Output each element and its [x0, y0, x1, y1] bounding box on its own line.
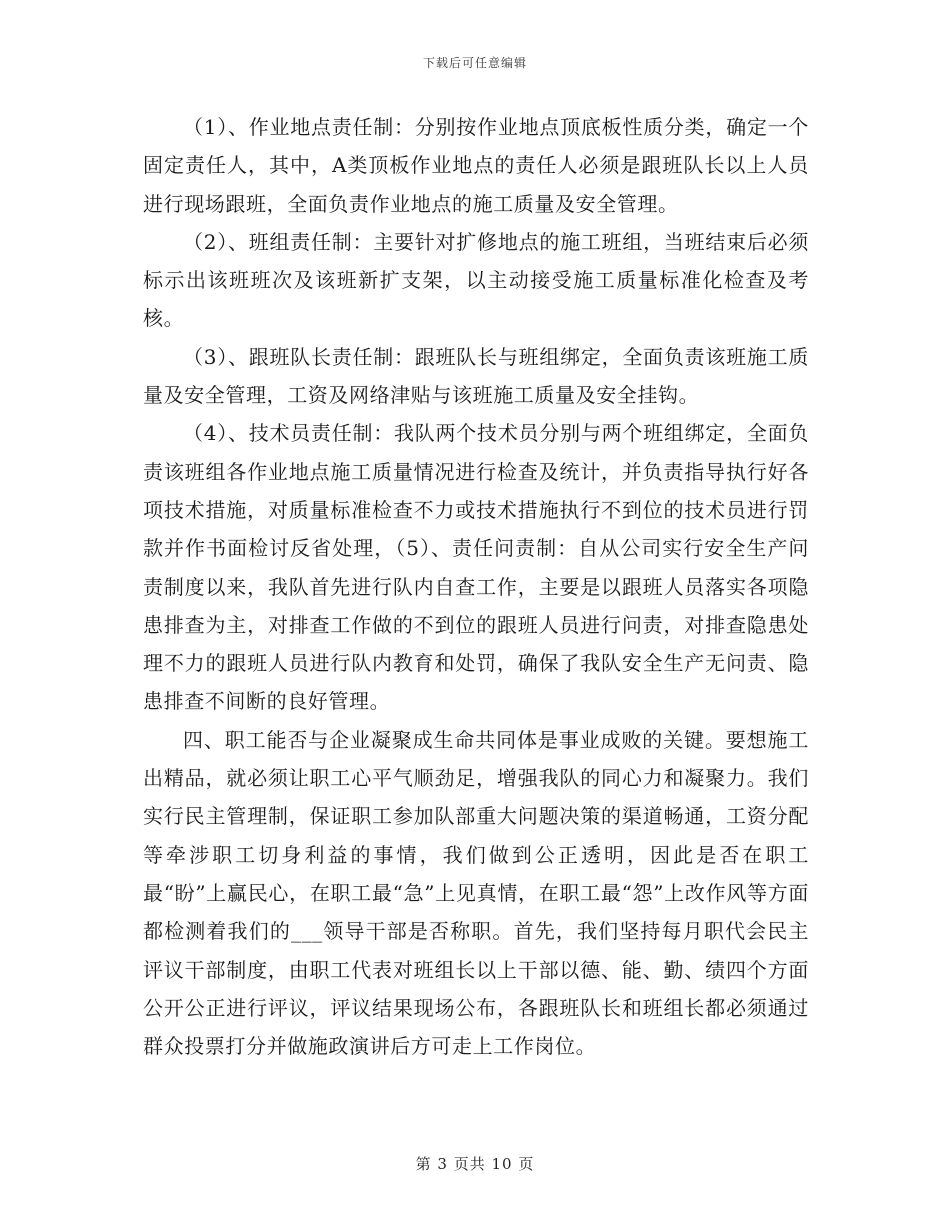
paragraph-section-four: 四、职工能否与企业凝聚成生命共同体是事业成败的关键。要想施工出精品，就必须让职工心平气顺劲足，增强我队的同心力和凝聚力。我们实行民主管理制，保证职工参加队部重大问题决策的渠道畅通，工资分配等牵涉职工切身利益的事情，我们做到公正透明，因此是否在职工最“盼”上赢民心，在职工最“急”上见真情，在职工最“怨”上改作风等方面都检测着我们的___领导干部是否称职。首先，我们坚持每月职代会民主评议干部制度，由职工代表对班组长以上干部以德、能、勤、绩四个方面公开公正进行评议，评议结果现场公布，各跟班队长和班组长都必须通过群众投票打分并做施政演讲后方可走上工作岗位。 [143, 727, 809, 1059]
page-header: 下载后可任意编辑 [422, 56, 527, 70]
document-body [143, 108, 809, 1065]
paragraph-responsibility-technician: （4）、技术员责任制：我队两个技术员分别与两个班组绑定，全面负责该班组各作业地点施工质量情况进行检查及统计，并负责指导执行好各项技术措施，对质量标准检查不力或技术措施执行不到位的技术员进行罚款并作书面检讨反省处理，（5）、责任问责制：自从公司实行安全生产问责制度以来，我队首先进行队内自查工作，主要是以跟班人员落实各项隐患排查为主，对排查工作做的不到位的跟班人员进行问责，对排查隐患处理不力的跟班人员进行队内教育和处罚，确保了我队安全生产无问责、隐患排查不间断的良好管理。 [143, 421, 809, 714]
paragraph-responsibility-team: （2）、班组责任制：主要针对扩修地点的施工班组，当班结束后必须标示出该班班次及该班新扩支架，以主动接受施工质量标准化检查及考核。 [143, 229, 809, 331]
paragraph-responsibility-location: （1）、作业地点责任制：分别按作业地点顶底板性质分类，确定一个固定责任人，其中，A类顶板作业地点的责任人必须是跟班队长以上人员进行现场跟班，全面负责作业地点的施工质量及安全管理。 [143, 115, 809, 216]
paragraph-responsibility-shift-leader: （3）、跟班队长责任制：跟班队长与班组绑定，全面负责该班施工质量及安全管理，工资及网络津贴与该班施工质量及安全挂钩。 [143, 344, 809, 408]
page-number: 第 3 页共 10 页 [415, 1155, 535, 1173]
